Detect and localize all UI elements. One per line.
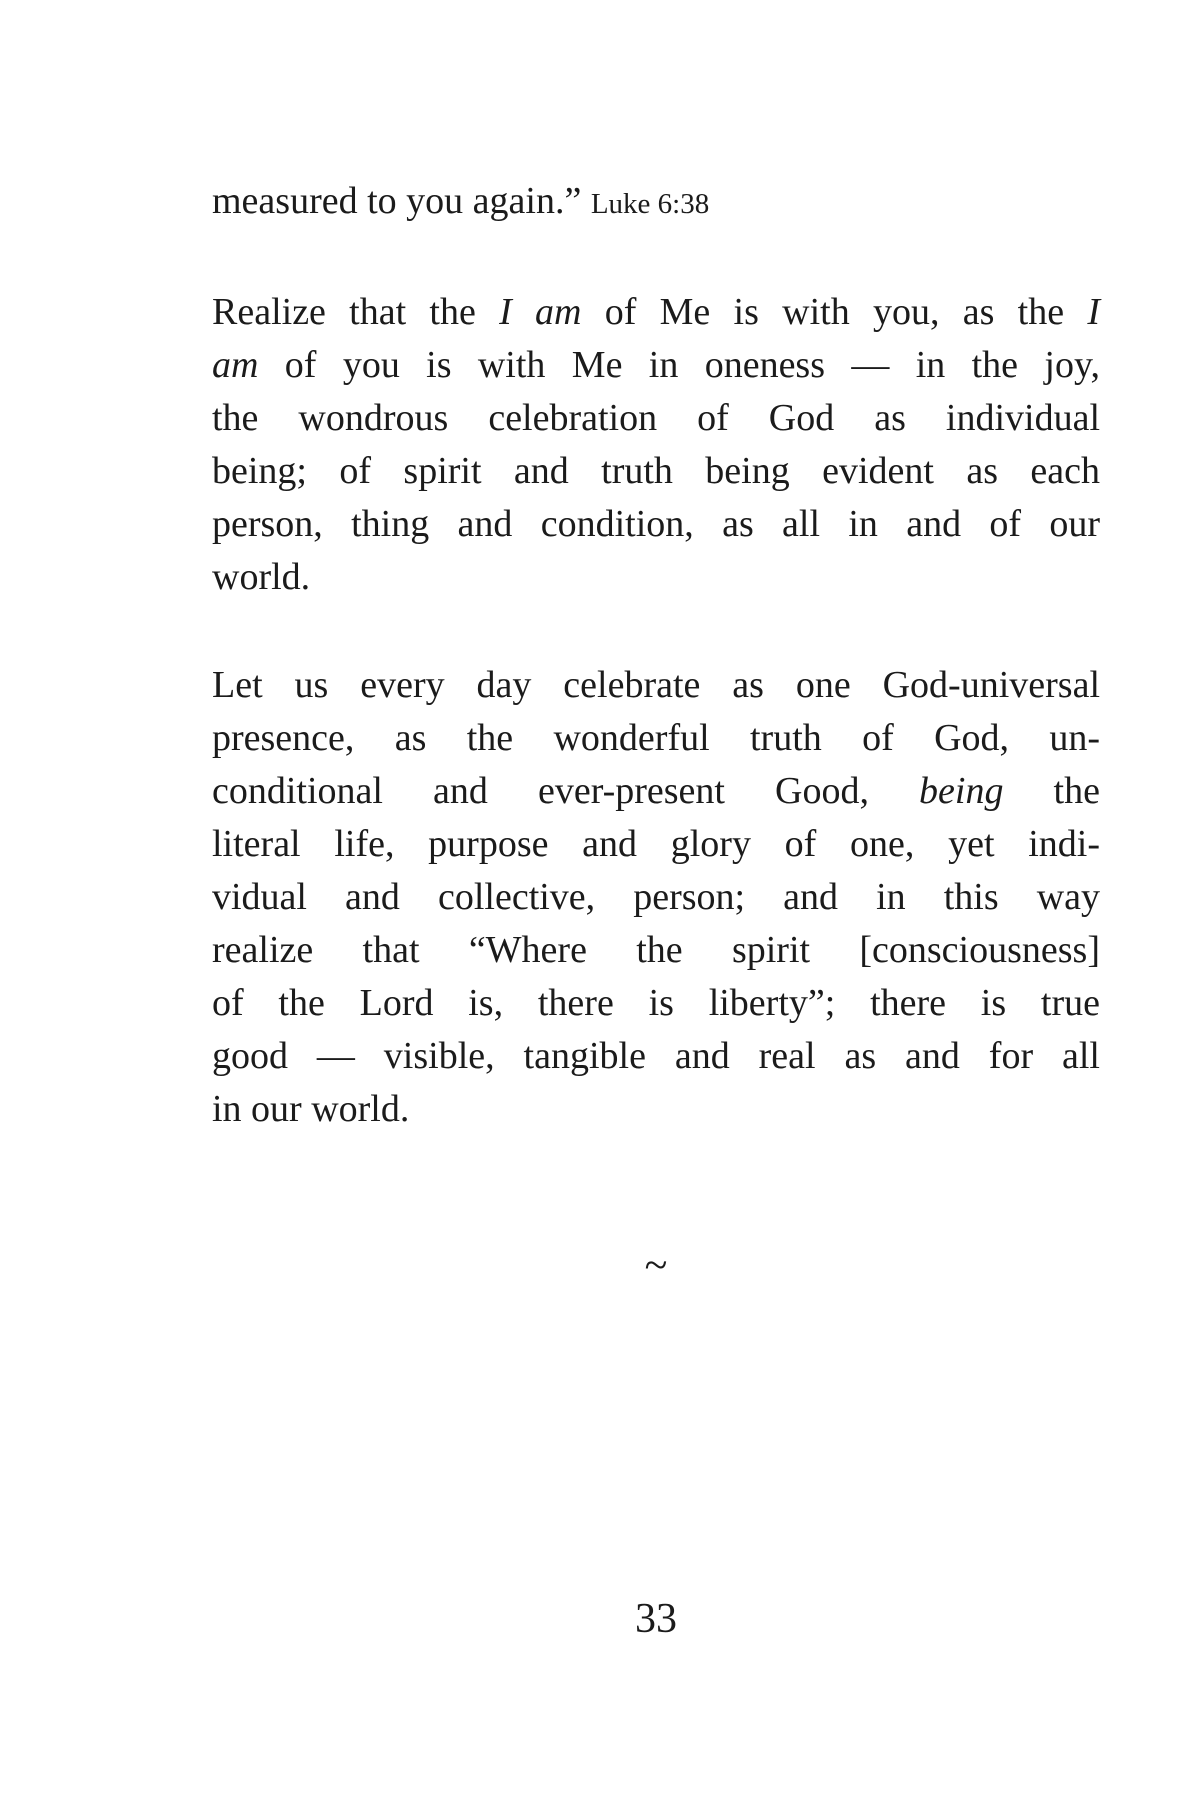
text-line: [212, 286, 1100, 339]
text-segment: being; of spirit and truth being evident as each: [212, 450, 1100, 492]
text-segment: literal life, purpose and glory of one, yet indi-: [212, 823, 1100, 865]
paragraphs-container: [212, 175, 1100, 1136]
text-segment: vidual and collective, person; and in this way: [212, 876, 1100, 918]
text-segment: of the Lord is, there is liberty”; there is true: [212, 982, 1100, 1024]
text-line: [212, 818, 1100, 871]
text-segment: measured to you again.”: [212, 180, 591, 222]
text-line: [212, 765, 1100, 818]
text-segment: presence, as the wonderful truth of God, un-: [212, 717, 1100, 759]
text-segment: of you is with Me in oneness — in the joy,: [258, 344, 1100, 386]
text-segment: of Me is with you, as the: [581, 291, 1088, 333]
text-segment: world.: [212, 556, 311, 598]
text-block: [212, 175, 1100, 1293]
text-segment: Let us every day celebrate as one God-universal: [212, 664, 1100, 706]
text-line: [212, 659, 1100, 712]
paragraph: [212, 175, 1100, 231]
text-line: [212, 498, 1100, 551]
paragraph: [212, 659, 1100, 1136]
verse-reference: Luke 6:38: [590, 188, 710, 220]
text-line: [212, 871, 1100, 924]
text-line: [212, 339, 1100, 392]
text-segment: the wondrous celebration of God as individual: [212, 397, 1100, 439]
text-line: [212, 712, 1100, 765]
text-segment: am: [212, 344, 259, 386]
text-line: [212, 445, 1100, 498]
text-line: [212, 977, 1100, 1030]
text-segment: I: [1087, 291, 1100, 333]
text-line: [212, 175, 1100, 231]
text-segment: being: [919, 770, 1004, 812]
text-line: [212, 392, 1100, 445]
section-separator-tilde: ~: [644, 1243, 668, 1289]
text-segment: I am: [499, 291, 582, 333]
text-segment: good — visible, tangible and real as and for all: [212, 1035, 1100, 1077]
text-segment: conditional and ever-present Good,: [212, 770, 920, 812]
paragraph: [212, 286, 1100, 604]
text-segment: realize that “Where the spirit [consciousness]: [212, 929, 1100, 971]
text-segment: in our world.: [212, 1088, 410, 1130]
text-segment: the: [1003, 770, 1100, 812]
text-line: [212, 1030, 1100, 1083]
text-segment: person, thing and condition, as all in and of our: [212, 503, 1100, 545]
text-line: [212, 551, 1100, 604]
text-line: [212, 924, 1100, 977]
text-line: [212, 1083, 1100, 1136]
page-number: 33: [635, 1596, 677, 1642]
text-segment: Realize that the: [212, 291, 500, 333]
